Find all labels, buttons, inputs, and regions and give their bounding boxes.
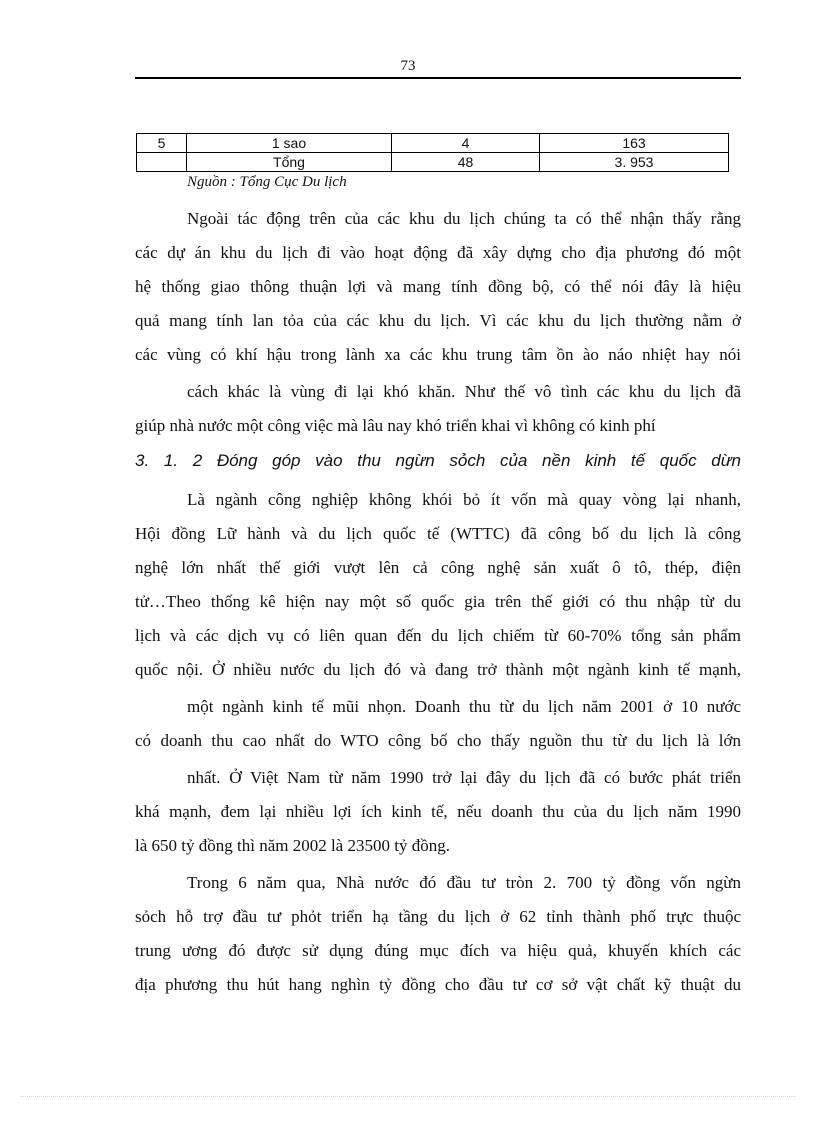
header-rule [135,77,741,79]
text-line: Là ngành công nghiệp không khói bỏ ít vốn mà quay vòng lại nhanh, [187,490,741,509]
table-cell: 5 [137,134,187,153]
text-line: một ngành kinh tế mũi nhọn. Doanh thu từ du lịch năm 2001 ở 10 nước [187,697,741,716]
table-row [137,153,729,172]
text-line: là 650 tỷ đồng thì năm 2002 là 23500 tỷ đồng. [135,836,450,855]
table-cell [137,153,187,172]
hotel-stats-table [136,133,729,172]
text-line: quả mang tính lan tỏa của các khu du lịch. Vì các khu du lịch thường nằm ở [135,311,741,330]
text-line: các dự án khu du lịch đi vào hoạt động đã xây dựng cho địa phương đó một [135,243,741,262]
table-cell: 163 [540,134,729,153]
text-line: sỏch hỗ trợ đầu tư phỏt triển hạ tầng du lịch ở 62 tỉnh thành phố trực thuộc [135,907,741,926]
text-line: tử…Theo thống kê hiện nay một số quốc gia trên thế giới có thu nhập từ du [135,592,741,611]
text-line: địa phương thu hút hang nghìn tỷ đồng cho đầu tư cơ sở vật chất kỹ thuật du [135,975,741,994]
table-row [137,134,729,153]
text-line: hệ thống giao thông thuận lợi và mang tính đồng bộ, có thể nói đây là hiệu [135,277,741,296]
text-line: cách khác là vùng đi lại khó khăn. Như thế vô tình các khu du lịch đã [187,382,741,401]
text-line: khá mạnh, đem lại nhiều lợi ích kinh tế, nếu doanh thu của du lịch năm 1990 [135,802,741,821]
table-cell: 48 [392,153,540,172]
text-line: nghệ lớn nhất thế giới vượt lên cả công nghệ sản xuất ô tô, thép, điện [135,558,741,577]
text-line: lịch và các dịch vụ có liên quan đến du lịch chiếm từ 60-70% tổng sản phẩm [135,626,741,645]
table-source-note: Nguồn : Tổng Cục Du lịch [187,174,347,190]
section-heading: 3. 1. 2 Đóng góp vào thu ngừn sỏch của nền kinh tế quốc dừn [135,451,741,470]
text-line: giúp nhà nước một công việc mà lâu nay khó triển khai vì không có kinh phí [135,416,656,435]
text-line: quốc nội. Ở nhiều nước du lịch đó và đang trở thành một ngành kinh tế mạnh, [135,660,741,679]
table-cell: 3. 953 [540,153,729,172]
page-bottom-border [20,1096,796,1097]
text-line: Trong 6 năm qua, Nhà nước đó đầu tư tròn 2. 700 tỷ đồng vốn ngừn [187,873,741,892]
text-line: có doanh thu cao nhất do WTO công bố cho thấy nguồn thu từ du lịch là lớn [135,731,741,750]
text-line: các vùng có khí hậu trong lành xa các khu trung tâm ồn ào náo nhiệt hay nói [135,345,741,364]
text-line: trung ương đó được sử dụng đúng mục đích va hiệu quả, khuyến khích các [135,941,741,960]
table-cell: 1 sao [187,134,392,153]
table-cell: Tổng [187,153,392,172]
table-cell: 4 [392,134,540,153]
text-line: nhất. Ở Việt Nam từ năm 1990 trở lại đây du lịch đã có bước phát triển [187,768,741,787]
page-number: 73 [400,58,416,74]
text-line: Hội đồng Lữ hành và du lịch quốc tế (WTTC) đã công bố du lịch là công [135,524,741,543]
text-line: Ngoài tác động trên của các khu du lịch chúng ta có thể nhận thấy rằng [187,209,741,228]
